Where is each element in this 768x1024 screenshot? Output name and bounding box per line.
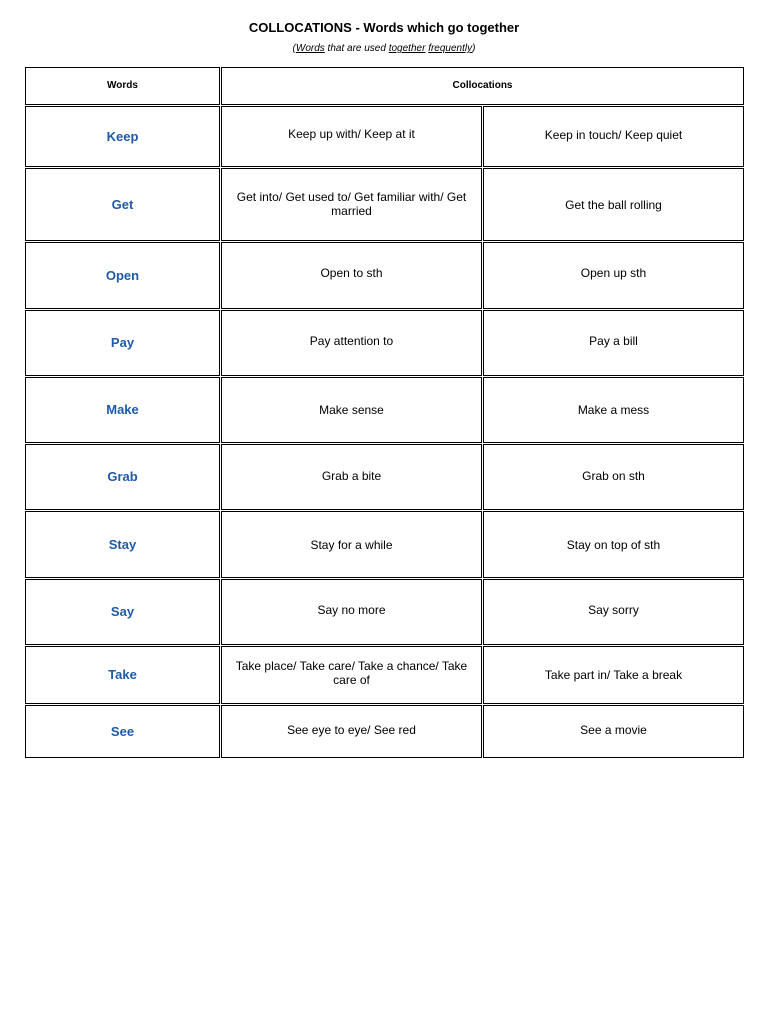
- subtitle-word-together: together: [388, 43, 426, 54]
- collocation-cell: Get the ball rolling: [483, 168, 744, 241]
- word-cell: See: [25, 705, 220, 758]
- page-subtitle: [0, 43, 768, 54]
- collocation-cell: Take place/ Take care/ Take a chance/ Take care of: [221, 646, 482, 704]
- collocation-cell: Pay attention to: [221, 310, 482, 376]
- collocation-cell: See eye to eye/ See red: [221, 705, 482, 758]
- word-cell: Make: [25, 377, 220, 443]
- collocation-cell: Stay for a while: [221, 511, 482, 578]
- word-cell: Grab: [25, 444, 220, 510]
- collocation-cell: Say sorry: [483, 579, 744, 645]
- collocation-cell: Open up sth: [483, 242, 744, 309]
- word-cell: Say: [25, 579, 220, 645]
- collocation-cell: Pay a bill: [483, 310, 744, 376]
- collocation-cell: Stay on top of sth: [483, 511, 744, 578]
- collocation-cell: Say no more: [221, 579, 482, 645]
- word-cell: Take: [25, 646, 220, 704]
- subtitle-word-words: Words: [295, 43, 325, 54]
- collocation-cell: Grab a bite: [221, 444, 482, 510]
- word-cell: Pay: [25, 310, 220, 376]
- word-cell: Keep: [25, 106, 220, 167]
- collocation-cell: Keep up with/ Keep at it: [221, 106, 482, 167]
- page-title: COLLOCATIONS - Words which go together: [248, 20, 520, 35]
- word-cell: Stay: [25, 511, 220, 578]
- collocation-cell: Make a mess: [483, 377, 744, 443]
- header-words: Words: [25, 67, 220, 105]
- collocation-cell: See a movie: [483, 705, 744, 758]
- subtitle-text-1: that are used: [324, 43, 389, 54]
- collocation-cell: Take part in/ Take a break: [483, 646, 744, 704]
- collocation-cell: Keep in touch/ Keep quiet: [483, 106, 744, 167]
- collocation-cell: Get into/ Get used to/ Get familiar with/ Get married: [221, 168, 482, 241]
- subtitle-word-frequently: frequently: [428, 43, 473, 54]
- subtitle-open-paren: (: [292, 43, 296, 54]
- collocation-cell: Open to sth: [221, 242, 482, 309]
- collocation-cell: Make sense: [221, 377, 482, 443]
- collocation-cell: Grab on sth: [483, 444, 744, 510]
- word-cell: Get: [25, 168, 220, 241]
- word-cell: Open: [25, 242, 220, 309]
- header-collocations: Collocations: [221, 67, 744, 105]
- subtitle-close-paren: ): [472, 43, 476, 54]
